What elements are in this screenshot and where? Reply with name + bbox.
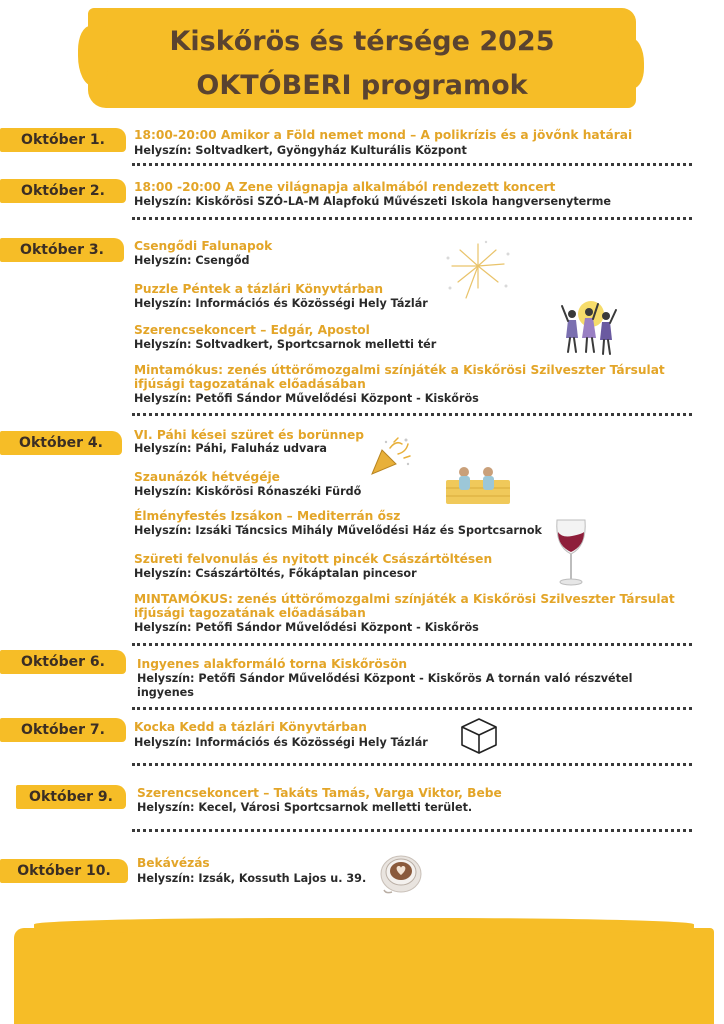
event-location: Helyszín: Páhi, Faluház udvara bbox=[134, 442, 327, 455]
footer-banner bbox=[14, 928, 714, 1024]
event-title: Szerencsekoncert – Takáts Tamás, Varga Viktor, Bebe bbox=[137, 786, 502, 800]
wine-glass-icon bbox=[552, 516, 590, 588]
date-label-oct-6: Október 6. bbox=[0, 650, 126, 674]
date-label-oct-10: Október 10. bbox=[0, 859, 128, 883]
event-location: Helyszín: Petőfi Sándor Művelődési Központ - Kiskőrös bbox=[134, 621, 479, 634]
separator bbox=[132, 707, 692, 710]
event-title: 18:00 -20:00 A Zene világnapja alkalmából rendezett koncert bbox=[134, 180, 556, 194]
event-title-continued: ifjúsági tagozatának előadásában bbox=[134, 606, 366, 620]
separator bbox=[132, 643, 692, 646]
separator bbox=[132, 163, 692, 166]
event-location: Helyszín: Soltvadkert, Sportcsarnok melletti tér bbox=[134, 338, 437, 351]
event-location: Helyszín: Izsáki Táncsics Mihály Művelődési Ház és Sportcsarnok bbox=[134, 524, 542, 537]
date-label-oct-9: Október 9. bbox=[16, 785, 126, 809]
event-location: Helyszín: Petőfi Sándor Művelődési Központ - Kiskőrös bbox=[134, 392, 479, 405]
cube-icon bbox=[458, 716, 500, 756]
event-title: Szaunázók hétvégéje bbox=[134, 470, 280, 484]
page-title: Kiskőrös és térsége 2025 bbox=[169, 26, 555, 57]
dancers-icon bbox=[558, 296, 620, 358]
event-location: Helyszín: Kiskőrösi Rónaszéki Fürdő bbox=[134, 485, 362, 498]
fireworks-icon bbox=[436, 238, 520, 302]
separator bbox=[132, 217, 692, 220]
event-location: Helyszín: Petőfi Sándor Művelődési Központ - Kiskőrös A tornán való részvétel bbox=[137, 672, 633, 685]
sauna-icon bbox=[446, 464, 512, 506]
event-title: MINTAMÓKUS: zenés úttörőmozgalmi színjáték a Kiskőrösi Szilveszter Társulat bbox=[134, 592, 675, 606]
date-label-oct-2: Október 2. bbox=[0, 179, 126, 203]
event-location: Helyszín: Csengőd bbox=[134, 254, 250, 267]
coffee-cup-icon bbox=[378, 850, 424, 896]
page-subtitle: OKTÓBERI programok bbox=[196, 70, 528, 101]
event-location: Helyszín: Kiskőrösi SZÓ-LA-M Alapfokú Művészeti Iskola hangversenyterme bbox=[134, 195, 612, 208]
event-title: Ingyenes alakformáló torna Kiskőrösön bbox=[137, 657, 408, 671]
event-title: Csengődi Falunapok bbox=[134, 239, 273, 253]
event-title: Kocka Kedd a tázlári Könyvtárban bbox=[134, 720, 367, 734]
separator bbox=[132, 413, 692, 416]
date-label-oct-4: Október 4. bbox=[0, 431, 122, 455]
event-title: Bekávézás bbox=[137, 856, 210, 870]
event-title: Szerencsekoncert – Edgár, Apostol bbox=[134, 323, 370, 337]
event-title: Mintamókus: zenés úttörőmozgalmi színjáték a Kiskőrösi Szilveszter Társulat bbox=[134, 363, 665, 377]
event-title: 18:00-20:00 Amikor a Föld nemet mond – A polikrízis és a jövőnk határai bbox=[134, 128, 633, 142]
event-title: Szüreti felvonulás és nyitott pincék Császártöltésen bbox=[134, 552, 493, 566]
event-title: Élményfestés Izsákon – Mediterrán ősz bbox=[134, 509, 401, 523]
event-title: Puzzle Péntek a tázlári Könyvtárban bbox=[134, 282, 384, 296]
date-label-oct-7: Október 7. bbox=[0, 718, 126, 742]
separator bbox=[132, 763, 692, 766]
event-location: Helyszín: Császártöltés, Főkáptalan pincesor bbox=[134, 567, 417, 580]
date-label-oct-3: Október 3. bbox=[0, 238, 124, 262]
event-location: Helyszín: Információs és Közösségi Hely Tázlár bbox=[134, 736, 428, 749]
event-location: Helyszín: Információs és Közösségi Hely Tázlár bbox=[134, 297, 428, 310]
event-location: Helyszín: Izsák, Kossuth Lajos u. 39. bbox=[137, 872, 367, 885]
event-location-continued: ingyenes bbox=[137, 686, 194, 699]
event-title: VI. Páhi kései szüret és borünnep bbox=[134, 428, 365, 442]
event-location: Helyszín: Kecel, Városi Sportcsarnok melletti terület. bbox=[137, 801, 473, 814]
separator bbox=[132, 829, 692, 832]
party-popper-icon bbox=[368, 436, 412, 478]
date-label-oct-1: Október 1. bbox=[0, 128, 126, 152]
event-title-continued: ifjúsági tagozatának előadásában bbox=[134, 377, 366, 391]
event-location: Helyszín: Soltvadkert, Gyöngyház Kulturális Központ bbox=[134, 144, 467, 157]
